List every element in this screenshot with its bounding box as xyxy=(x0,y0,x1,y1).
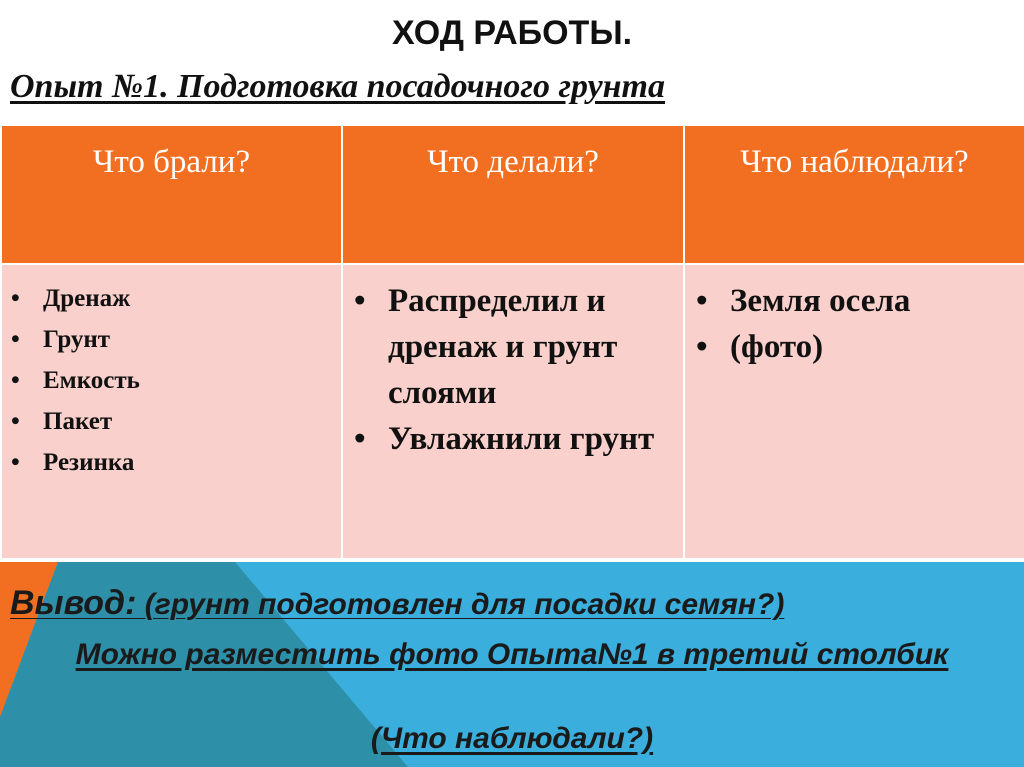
list-item: • Резинка xyxy=(11,442,340,483)
cell-done xyxy=(342,264,684,559)
experiment-table xyxy=(0,124,1024,560)
bullet-icon: • xyxy=(354,283,366,319)
table-header-row xyxy=(1,125,1024,264)
bullet-icon: • xyxy=(11,408,20,435)
list-item: • Распределил и дренаж и грунт слоями xyxy=(354,278,682,416)
bullet-icon: • xyxy=(696,283,708,319)
list-item: • Земля осела xyxy=(696,278,1023,324)
conclusion-panel xyxy=(0,562,1024,767)
cell-taken xyxy=(1,264,342,559)
header-taken: Что брали? xyxy=(1,125,342,264)
bullet-icon: • xyxy=(696,329,708,365)
slide-subtitle: Опыт №1. Подготовка посадочного грунта xyxy=(10,68,665,105)
list-item: • Увлажнили грунт xyxy=(354,416,682,462)
actions-list xyxy=(344,266,682,462)
header-observed: Что наблюдали? xyxy=(684,125,1024,264)
bullet-icon: • xyxy=(11,367,20,394)
bullet-icon: • xyxy=(11,285,20,312)
list-item: • Грунт xyxy=(11,319,340,360)
slide-title: ХОД РАБОТЫ. xyxy=(391,14,633,52)
list-item: • Емкость xyxy=(11,360,340,401)
photo-note: Можно разместить фото Опыта№1 в третий столбик xyxy=(75,638,949,671)
materials-list xyxy=(3,266,340,483)
cell-observed xyxy=(684,264,1024,559)
bullet-icon: • xyxy=(354,421,366,457)
conclusion-line xyxy=(10,584,784,623)
conclusion-lead: Вывод: xyxy=(10,584,137,622)
list-item: • Дренаж xyxy=(11,278,340,319)
list-item: • Пакет xyxy=(11,401,340,442)
list-item: • (фото) xyxy=(696,324,1023,370)
bullet-icon: • xyxy=(11,326,20,353)
header-done: Что делали? xyxy=(342,125,684,264)
bullet-icon: • xyxy=(11,449,20,476)
conclusion-text: (грунт подготовлен для посадки семян?) xyxy=(136,588,785,621)
table-body-row xyxy=(1,264,1024,559)
observation-question: (Что наблюдали?) xyxy=(370,722,654,755)
observations-list xyxy=(686,266,1023,370)
